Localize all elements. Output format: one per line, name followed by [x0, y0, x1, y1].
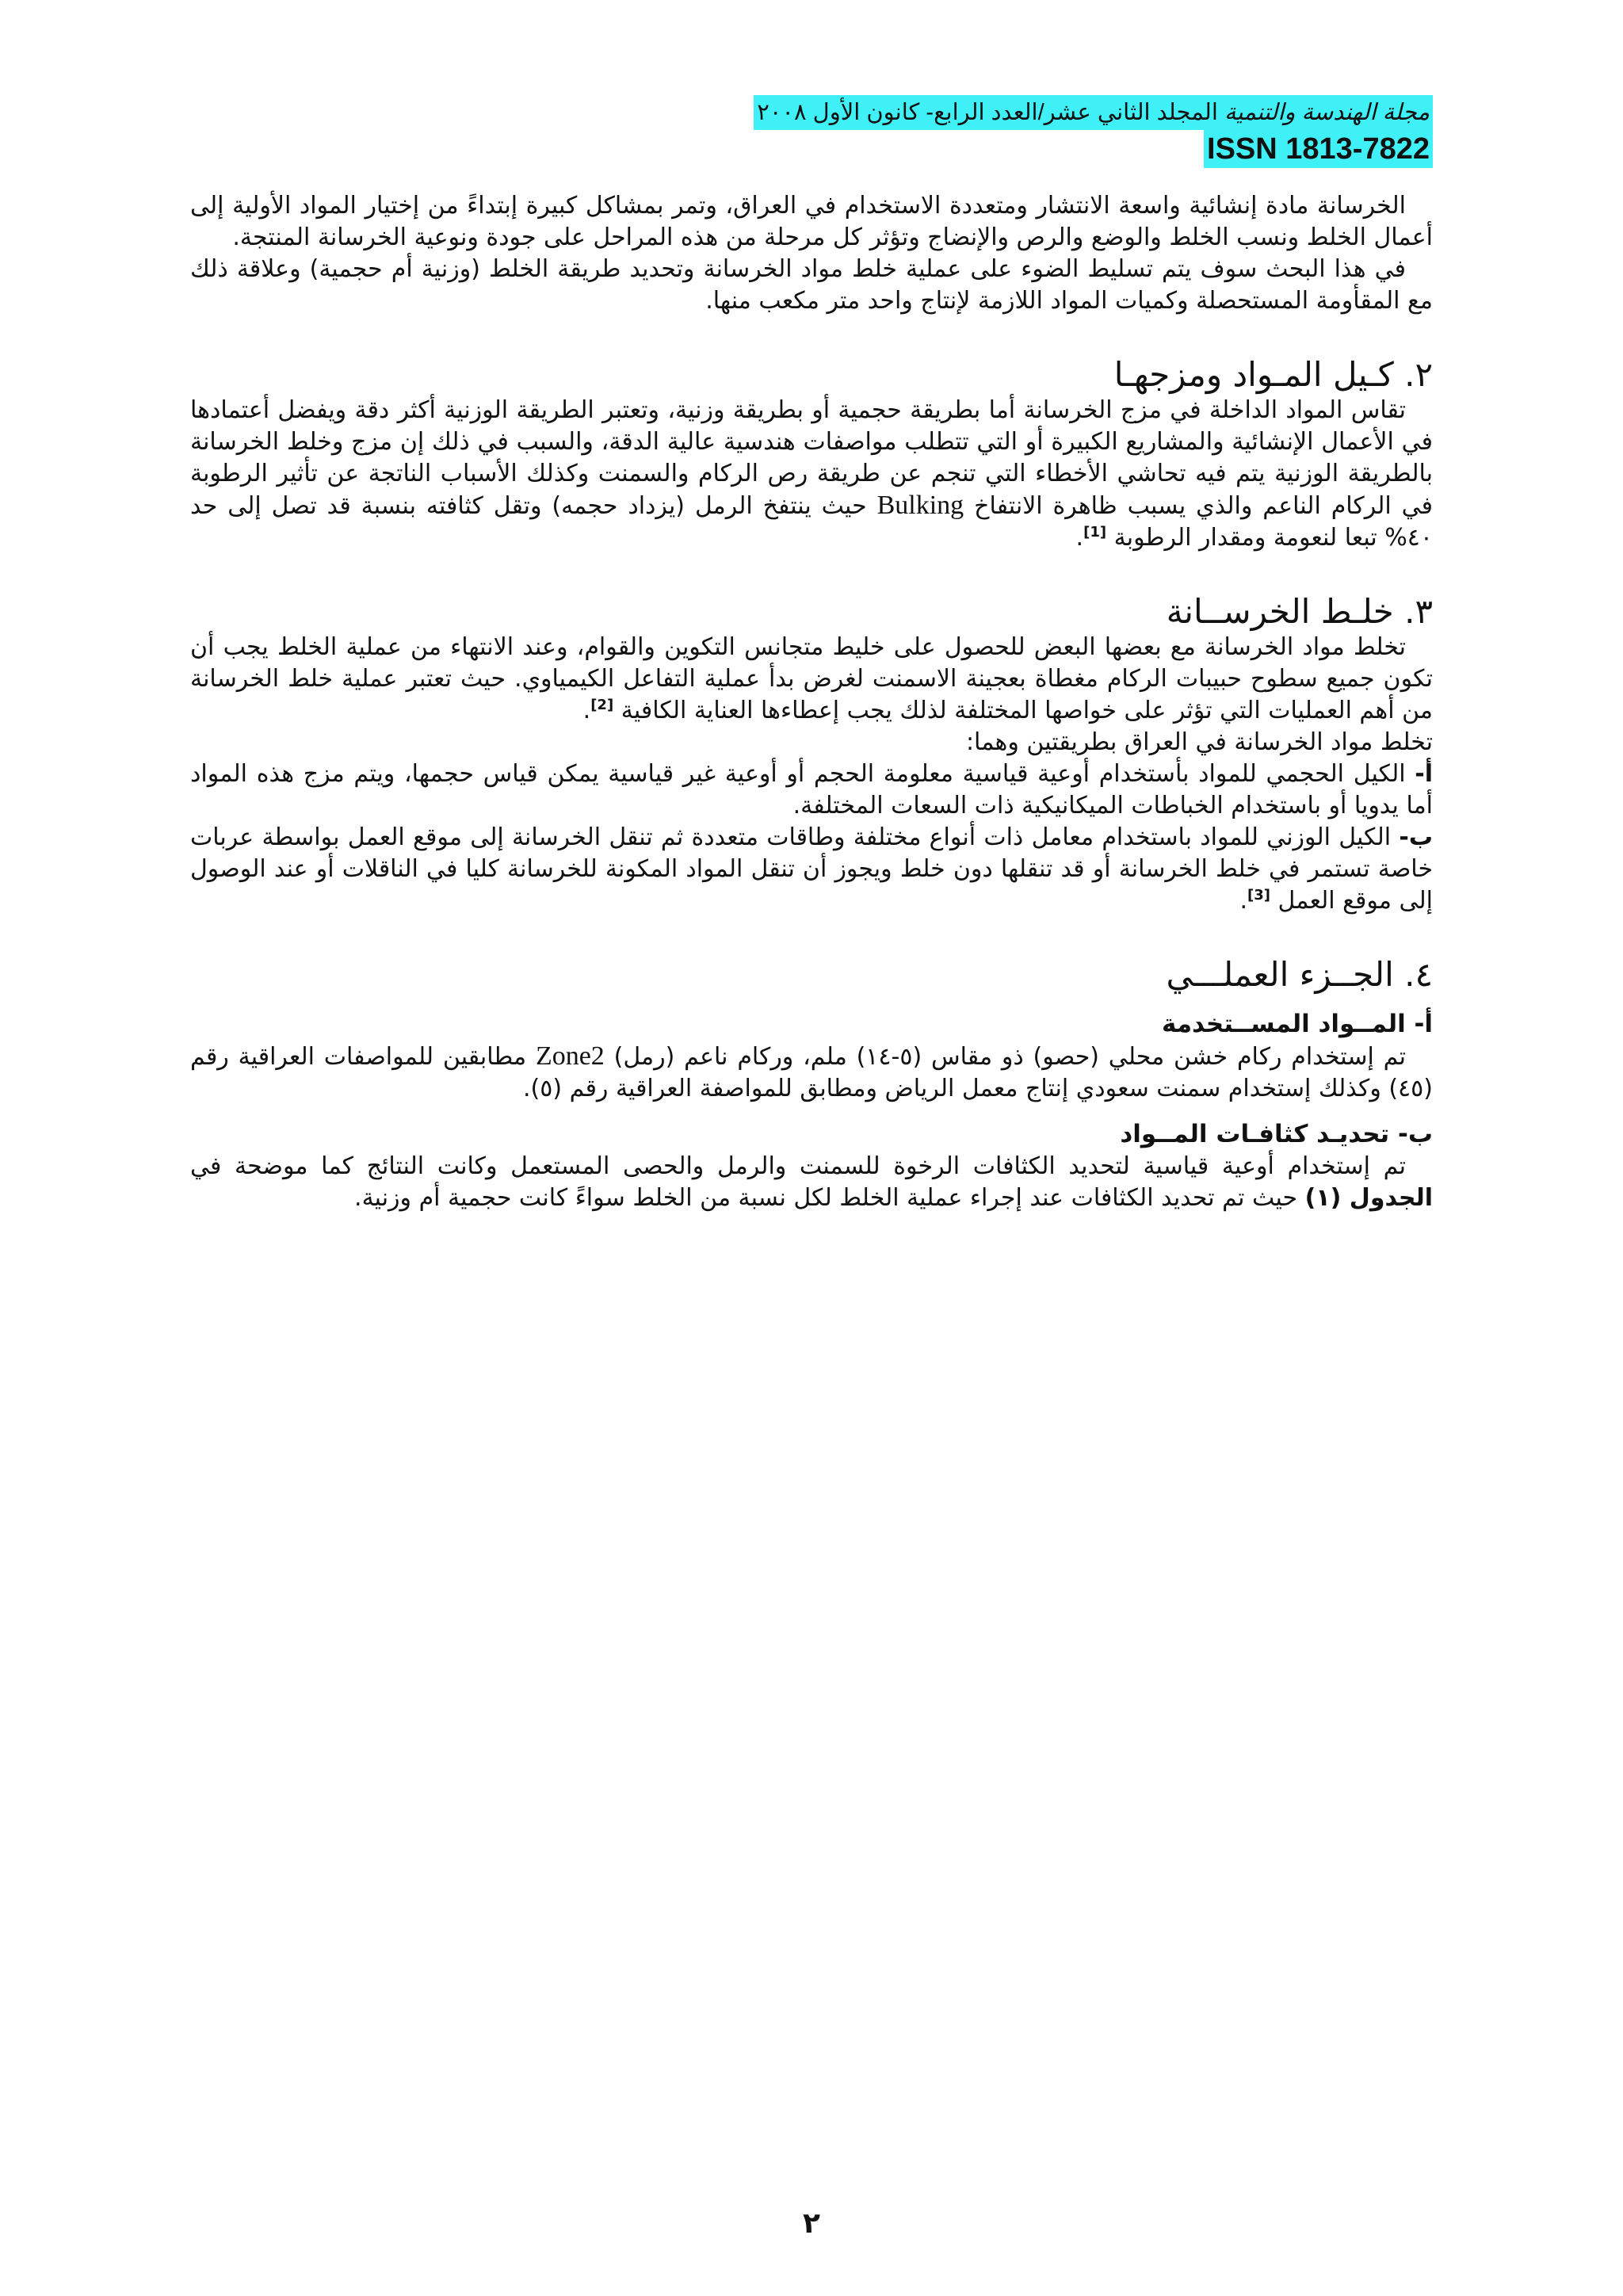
subsection-a-text-1: تم إستخدام ركام خشن محلي (حصو) ذو مقاس (٥-١٤) ملم، وركام ناعم (رمل) [613, 1043, 1406, 1071]
section-2-paragraph: تقاس المواد الداخلة في مزج الخرسانة أما بطريقة حجمية أو بطريقة وزنية، وتعتبر الطريقة الوزنية أكثر دقة ويفضل أعتمادها في الأعمال الإنشائية والمشاريع الكبيرة أو التي تتطلب مواصفات هندسية عالية الدقة، والسبب في ذلك إن مزج وخلط الخرسانة بالطريقة الوزنية يتم فيه تحاشي الأخطاء التي تنجم عن طريقة رص الركام والسمنت وكذلك الأسباب الناتجة عن تأثير الرطوبة في الركام الناعم والذي يسبب ظاهرة الانتفاخ Bulking حيث ينتفخ الرمل (يزداد حجمه) وتقل كثافته بنسبة قد تصل إلى حد ٤٠% تبعا لنعومة ومقدار الرطوبة [1]. [190, 396, 1434, 552]
journal-header [754, 95, 1433, 168]
subsection-a-paragraph [190, 1041, 1433, 1105]
reference-2: [2] [590, 697, 614, 713]
zone-term: Zone2 [535, 1041, 605, 1071]
section-4-heading: ٤. الجــزء العملـــي [1166, 955, 1433, 994]
section-2-text-a: تقاس المواد الداخلة في مزج الخرسانة أما بطريقة حجمية أو بطريقة وزنية، وتعتبر الطريقة الوزنية أكثر دقة ويفضل أعتمادها في الأعمال الإنشائية والمشاريع الكبيرة أو التي تتطلب مواصفات هندسية عالية الدقة، والسبب في ذلك إن مزج وخلط الخرسانة بالطريقة الوزنية يتم فيه تحاشي الأخطاء التي تنجم عن طريقة رص الركام والسمنت وكذلك الأسباب الناتجة عن تأثير الرطوبة في الركام الناعم والذي يسبب ظاهرة الانتفاخ [190, 396, 1434, 520]
subsection-a-heading: أ- المــواد المســتخدمة [1162, 1010, 1433, 1038]
table-reference: الجدول (١) [1304, 1184, 1433, 1212]
section-2-heading: ٢. كـيل المـواد ومزجهـا [1113, 355, 1433, 394]
document-body [190, 190, 1433, 1214]
journal-name: مجلة الهندسة والتنمية [1224, 100, 1430, 125]
volume-issue: المجلد الثاني عشر/العدد الرابع- كانون الأول ٢٠٠٨ [757, 100, 1224, 125]
intro-paragraph-1: الخرسانة مادة إنشائية واسعة الانتشار ومتعددة الاستخدام في العراق، وتمر بمشاكل كبيرة إبتداءً من إختيار المواد الأولية إلى أعمال الخلط ونسب الخلط والوضع والرص والإنضاج وتؤثر كل مرحلة من هذه المراحل على جودة ونوعية الخرسانة المنتجة. [190, 192, 1433, 251]
list-item-b: ب- الكيل الوزني للمواد باستخدام معامل ذات أنواع مختلفة وطاقات متعددة ثم تنقل الخرسانة إلى موقع العمل بواسطة عربات خاصة تستمر في خلط الخرسانة أو قد تنقلها دون خلط ويجوز أن تنقل المواد المكونة للخرسانة كليا في الناقلات أو عند الوصول إلى موقع العمل [3]. [190, 823, 1433, 915]
list-item-a-label: أ- [1415, 760, 1433, 788]
list-item-a [190, 758, 1433, 822]
section-3-text: تخلط مواد الخرسانة مع بعضها البعض للحصول على خليط متجانس التكوين والقوام، وعند الانتهاء من عملية الخلط يجب أن تكون جميع سطوح حبيبات الركام مغطاة بعجينة الاسمنت لغرض بدأ عملية التفاعل الكيمياوي. حيث تعتبر عملية خلط الخرسانة من أهم العمليات التي تؤثر على خواصها المختلفة لذلك يجب إعطاءها العناية الكافية [190, 633, 1433, 724]
list-item-b-text: الكيل الوزني للمواد باستخدام معامل ذات أنواع مختلفة وطاقات متعددة ثم تنقل الخرسانة إلى موقع العمل بواسطة عربات خاصة تستمر في خلط الخرسانة أو قد تنقلها دون خلط ويجوز أن تنقل المواد المكونة للخرسانة كليا في الناقلات أو عند الوصول إلى موقع العمل [190, 823, 1433, 915]
document-page [190, 0, 1433, 2296]
subsection-b-paragraph [190, 1151, 1433, 1214]
section-3-paragraph-1: تخلط مواد الخرسانة مع بعضها البعض للحصول على خليط متجانس التكوين والقوام، وعند الانتهاء من عملية الخلط يجب أن تكون جميع سطوح حبيبات الركام مغطاة بعجينة الاسمنت لغرض بدأ عملية التفاعل الكيمياوي. حيث تعتبر عملية خلط الخرسانة من أهم العمليات التي تؤثر على خواصها المختلفة لذلك يجب إعطاءها العناية الكافية [2]. [190, 633, 1433, 724]
section-3-heading: ٣. خلـط الخرســانة [1166, 592, 1433, 631]
reference-3: [3] [1247, 887, 1270, 904]
issn: ISSN 1813-7822 [1204, 130, 1433, 168]
list-item-a-text: الكيل الحجمي للمواد بأستخدام أوعية قياسية معلومة الحجم أو أوعية غير قياسية يمكن قياس حجمها، ويتم مزج هذه المواد أما يدويا أو باستخدام الخباطات الميكانيكية ذات السعات المختلفة. [190, 760, 1433, 819]
bulking-term: Bulking [876, 491, 964, 520]
subsection-a-text-2: مطابقين للمواصفات العراقية رقم (٤٥) وكذلك إستخدام سمنت سعودي إنتاج معمل الرياض ومطابق للمواصفة العراقية رقم (٥). [190, 1043, 1433, 1102]
subsection-b-text-1: تم إستخدام أوعية قياسية لتحديد الكثافات الرخوة للسمنت والرمل والحصى المستعمل وكانت النتائج كما موضحة في [190, 1152, 1406, 1180]
subsection-b-heading: ب- تحديـد كثافـات المــواد [1120, 1120, 1433, 1148]
subsection-b-text-2: حيث تم تحديد الكثافات عند إجراء عملية الخلط لكل نسبة من الخلط سواءً كانت حجمية أم وزنية. [354, 1184, 1298, 1212]
page-number: ٢ [803, 2207, 820, 2240]
reference-1: [1] [1083, 524, 1107, 541]
journal-title-line [754, 95, 1433, 130]
list-item-b-label: ب- [1399, 823, 1433, 851]
section-3-paragraph-2: تخلط مواد الخرسانة في العراق بطريقتين وهما: [965, 728, 1433, 756]
intro-paragraph-2: في هذا البحث سوف يتم تسليط الضوء على عملية خلط مواد الخرسانة وتحديد طريقة الخلط (وزنية أم حجمية) وعلاقة ذلك مع المقأومة المستحصلة وكميات المواد اللازمة لإنتاج واحد متر مكعب منها. [190, 255, 1433, 315]
section-2-text-b: حيث ينتفخ الرمل (يزداد حجمه) وتقل كثافته بنسبة قد تصل إلى حد ٤٠% تبعا لنعومة ومقدار الرطوبة [190, 492, 1433, 552]
